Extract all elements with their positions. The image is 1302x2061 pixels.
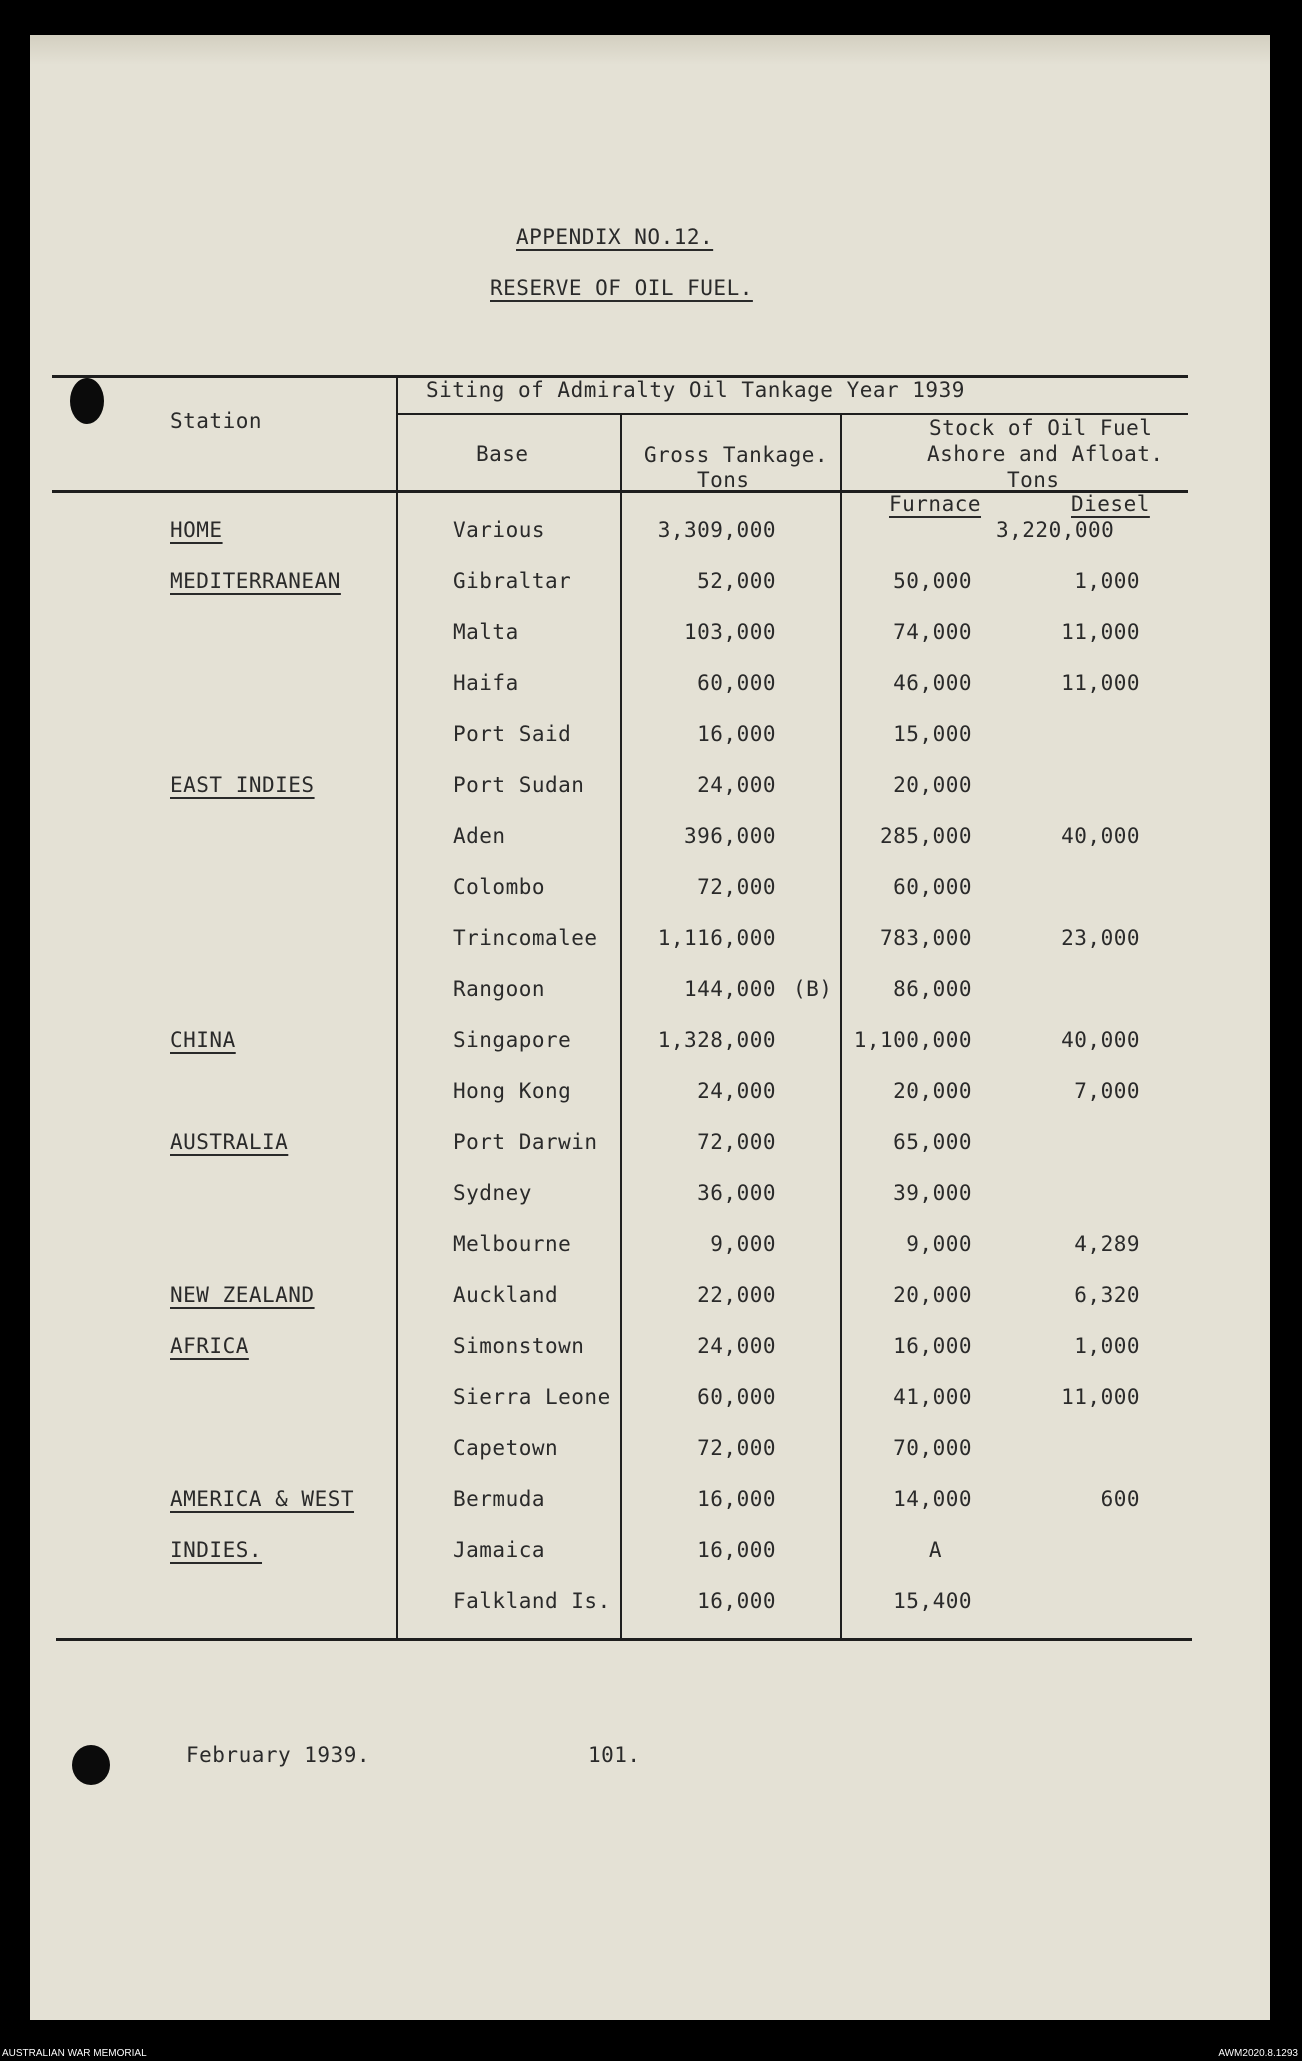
furnace-cell: 783,000 xyxy=(879,926,972,950)
furnace-cell: 1,100,000 xyxy=(853,1028,972,1052)
furnace-cell: 65,000 xyxy=(893,1130,972,1154)
gross-tankage-cell: 1,328,000 xyxy=(657,1028,776,1052)
furnace-header: Furnace xyxy=(889,492,982,516)
diesel-cell: 23,000 xyxy=(1061,926,1140,950)
base-cell: Sydney xyxy=(453,1181,532,1205)
gross-tankage-cell: 103,000 xyxy=(683,620,776,644)
punch-hole-bottom xyxy=(72,1745,110,1785)
station-header: Station xyxy=(170,409,263,433)
gross-tankage-cell: 22,000 xyxy=(697,1283,776,1307)
base-cell: Colombo xyxy=(453,875,546,899)
station-cell: INDIES. xyxy=(170,1538,263,1562)
base-cell: Rangoon xyxy=(453,977,546,1001)
station-cell: AMERICA & WEST xyxy=(170,1487,355,1511)
gross-tankage-cell: 72,000 xyxy=(697,1130,776,1154)
gross-tankage-cell: 9,000 xyxy=(710,1232,776,1256)
base-cell: Port Darwin xyxy=(453,1130,598,1154)
base-cell: Auckland xyxy=(453,1283,559,1307)
gross-tankage-cell: 24,000 xyxy=(697,1334,776,1358)
base-cell: Various xyxy=(453,518,546,542)
base-header: Base xyxy=(476,442,529,466)
base-cell: Bermuda xyxy=(453,1487,546,1511)
furnace-cell: A xyxy=(928,1538,942,1562)
base-cell: Port Sudan xyxy=(453,773,585,797)
base-cell: Sierra Leone xyxy=(453,1385,611,1409)
base-cell: Aden xyxy=(453,824,506,848)
gross-tankage-cell: 72,000 xyxy=(697,1436,776,1460)
furnace-cell: 20,000 xyxy=(893,1079,972,1103)
base-cell: Singapore xyxy=(453,1028,572,1052)
table-bottom-rule xyxy=(56,1638,1192,1641)
gross-tankage-cell: 24,000 xyxy=(697,773,776,797)
station-cell: AUSTRALIA xyxy=(170,1130,289,1154)
stock-header-line-1: Stock of Oil Fuel xyxy=(929,416,1153,440)
gross-tankage-cell: 24,000 xyxy=(697,1079,776,1103)
furnace-cell: 15,400 xyxy=(893,1589,972,1613)
diesel-cell: 1,000 xyxy=(1074,569,1140,593)
archive-reference: AWM2020.8.1293 xyxy=(1218,2048,1298,2059)
gross-tankage-cell: 72,000 xyxy=(697,875,776,899)
appendix-heading: APPENDIX NO.12. xyxy=(516,225,714,249)
furnace-cell: 50,000 xyxy=(893,569,972,593)
gross-tankage-cell: 60,000 xyxy=(697,671,776,695)
diesel-cell: 7,000 xyxy=(1074,1079,1140,1103)
footer-date: February 1939. xyxy=(186,1743,371,1767)
base-cell: Haifa xyxy=(453,671,519,695)
gross-tankage-cell: 144,000 xyxy=(683,977,776,1001)
base-cell: Falkland Is. xyxy=(453,1589,611,1613)
gross-tankage-cell: 16,000 xyxy=(697,1538,776,1562)
diesel-cell: 4,289 xyxy=(1074,1232,1140,1256)
gross-tankage-cell: 52,000 xyxy=(697,569,776,593)
base-cell: Trincomalee xyxy=(453,926,598,950)
furnace-cell: 70,000 xyxy=(893,1436,972,1460)
gross-header-line-1: Gross Tankage. xyxy=(644,443,829,467)
gross-tankage-cell: 36,000 xyxy=(697,1181,776,1205)
gross-tankage-cell: 3,309,000 xyxy=(657,518,776,542)
diesel-cell: 11,000 xyxy=(1061,620,1140,644)
base-cell: Malta xyxy=(453,620,519,644)
furnace-cell: 16,000 xyxy=(893,1334,972,1358)
base-cell: Capetown xyxy=(453,1436,559,1460)
base-cell: Jamaica xyxy=(453,1538,546,1562)
stock-header-line-3: Tons xyxy=(1007,468,1060,492)
diesel-cell: 6,320 xyxy=(1074,1283,1140,1307)
stock-header-line-2: Ashore and Afloat. xyxy=(927,442,1164,466)
gross-header-line-2: Tons xyxy=(697,468,750,492)
station-cell: CHINA xyxy=(170,1028,236,1052)
base-cell: Melbourne xyxy=(453,1232,572,1256)
furnace-cell: 74,000 xyxy=(893,620,972,644)
subheader-rule xyxy=(398,413,1188,415)
furnace-cell: 41,000 xyxy=(893,1385,972,1409)
station-cell: EAST INDIES xyxy=(170,773,315,797)
diesel-cell: 1,000 xyxy=(1074,1334,1140,1358)
furnace-cell: 14,000 xyxy=(893,1487,972,1511)
furnace-cell: 9,000 xyxy=(906,1232,972,1256)
gross-note-cell: (B) xyxy=(793,977,833,1001)
paper-top-edge xyxy=(30,35,1270,65)
group-header: Siting of Admiralty Oil Tankage Year 1939 xyxy=(426,378,965,402)
gross-tankage-cell: 16,000 xyxy=(697,722,776,746)
diesel-header: Diesel xyxy=(1071,492,1150,516)
gross-tankage-cell: 16,000 xyxy=(697,1487,776,1511)
diesel-cell: 3,220,000 xyxy=(996,518,1115,542)
diesel-cell: 40,000 xyxy=(1061,824,1140,848)
gross-tankage-cell: 16,000 xyxy=(697,1589,776,1613)
base-cell: Gibraltar xyxy=(453,569,572,593)
station-column-divider xyxy=(396,375,398,1640)
punch-hole-top xyxy=(70,378,104,424)
base-cell: Simonstown xyxy=(453,1334,585,1358)
diesel-cell: 40,000 xyxy=(1061,1028,1140,1052)
furnace-cell: 20,000 xyxy=(893,773,972,797)
diesel-cell: 11,000 xyxy=(1061,671,1140,695)
furnace-cell: 285,000 xyxy=(879,824,972,848)
furnace-cell: 20,000 xyxy=(893,1283,972,1307)
furnace-cell: 39,000 xyxy=(893,1181,972,1205)
station-cell: NEW ZEALAND xyxy=(170,1283,315,1307)
station-cell: AFRICA xyxy=(170,1334,249,1358)
diesel-cell: 11,000 xyxy=(1061,1385,1140,1409)
station-cell: HOME xyxy=(170,518,223,542)
furnace-cell: 46,000 xyxy=(893,671,972,695)
archive-credit: AUSTRALIAN WAR MEMORIAL xyxy=(2,2048,147,2059)
furnace-cell: 86,000 xyxy=(893,977,972,1001)
page-number: 101. xyxy=(588,1743,641,1767)
document-title: RESERVE OF OIL FUEL. xyxy=(490,276,753,300)
gross-tankage-cell: 396,000 xyxy=(683,824,776,848)
gross-tankage-cell: 1,116,000 xyxy=(657,926,776,950)
diesel-cell: 600 xyxy=(1100,1487,1140,1511)
base-cell: Port Said xyxy=(453,722,572,746)
furnace-cell: 15,000 xyxy=(893,722,972,746)
gross-tankage-cell: 60,000 xyxy=(697,1385,776,1409)
base-cell: Hong Kong xyxy=(453,1079,572,1103)
furnace-cell: 60,000 xyxy=(893,875,972,899)
station-cell: MEDITERRANEAN xyxy=(170,569,341,593)
